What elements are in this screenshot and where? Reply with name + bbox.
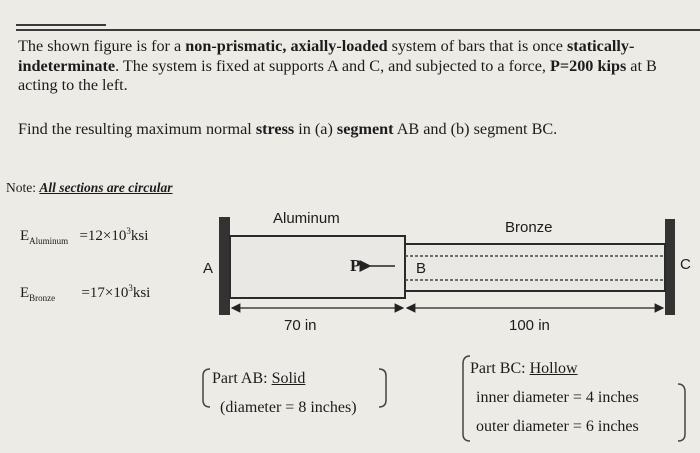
bracket-ab-right — [379, 369, 386, 407]
part-bc-spec: Part BC: Hollow inner diameter = 4 inches outer diameter = 6 inches — [470, 360, 639, 435]
note: Note: All sections are circular — [6, 180, 173, 195]
support-c-wall — [665, 219, 675, 315]
label-length-bc: 100 in — [509, 317, 550, 334]
bracket-ab-left — [203, 369, 210, 407]
aluminum-segment — [230, 236, 405, 298]
label-p: P — [350, 256, 361, 275]
modulus-bronze: $E_{Bronze}$ $=17\times 10^3ksi$ — [20, 283, 151, 303]
label-c: C — [680, 256, 691, 273]
support-a-wall — [219, 217, 230, 315]
bronze-segment — [405, 244, 665, 291]
part-ab-spec: Part AB: Solid (diameter = 8 inches) — [212, 370, 357, 416]
problem-statement: The shown figure is for a non-prismatic, axially-loaded system of bars that is once statically-indeterminate. The system is fixed at supports A and C, and subjected to a force, P=200 kips at B acting to the left. — [18, 37, 657, 94]
modulus-aluminum: $E_{Aluminum}$ $=12\times 10^3ksi$ — [20, 226, 149, 246]
label-aluminum: Aluminum — [273, 210, 340, 227]
label-a: A — [203, 260, 214, 277]
label-b: B — [416, 260, 427, 277]
label-bronze: Bronze — [505, 219, 553, 236]
bracket-bc-right — [678, 384, 685, 441]
problem-question: Find the resulting maximum normal stress in (a) segment AB and (b) segment BC. — [18, 120, 558, 138]
label-length-ab: 70 in — [284, 317, 317, 334]
bracket-bc-left — [463, 356, 470, 441]
